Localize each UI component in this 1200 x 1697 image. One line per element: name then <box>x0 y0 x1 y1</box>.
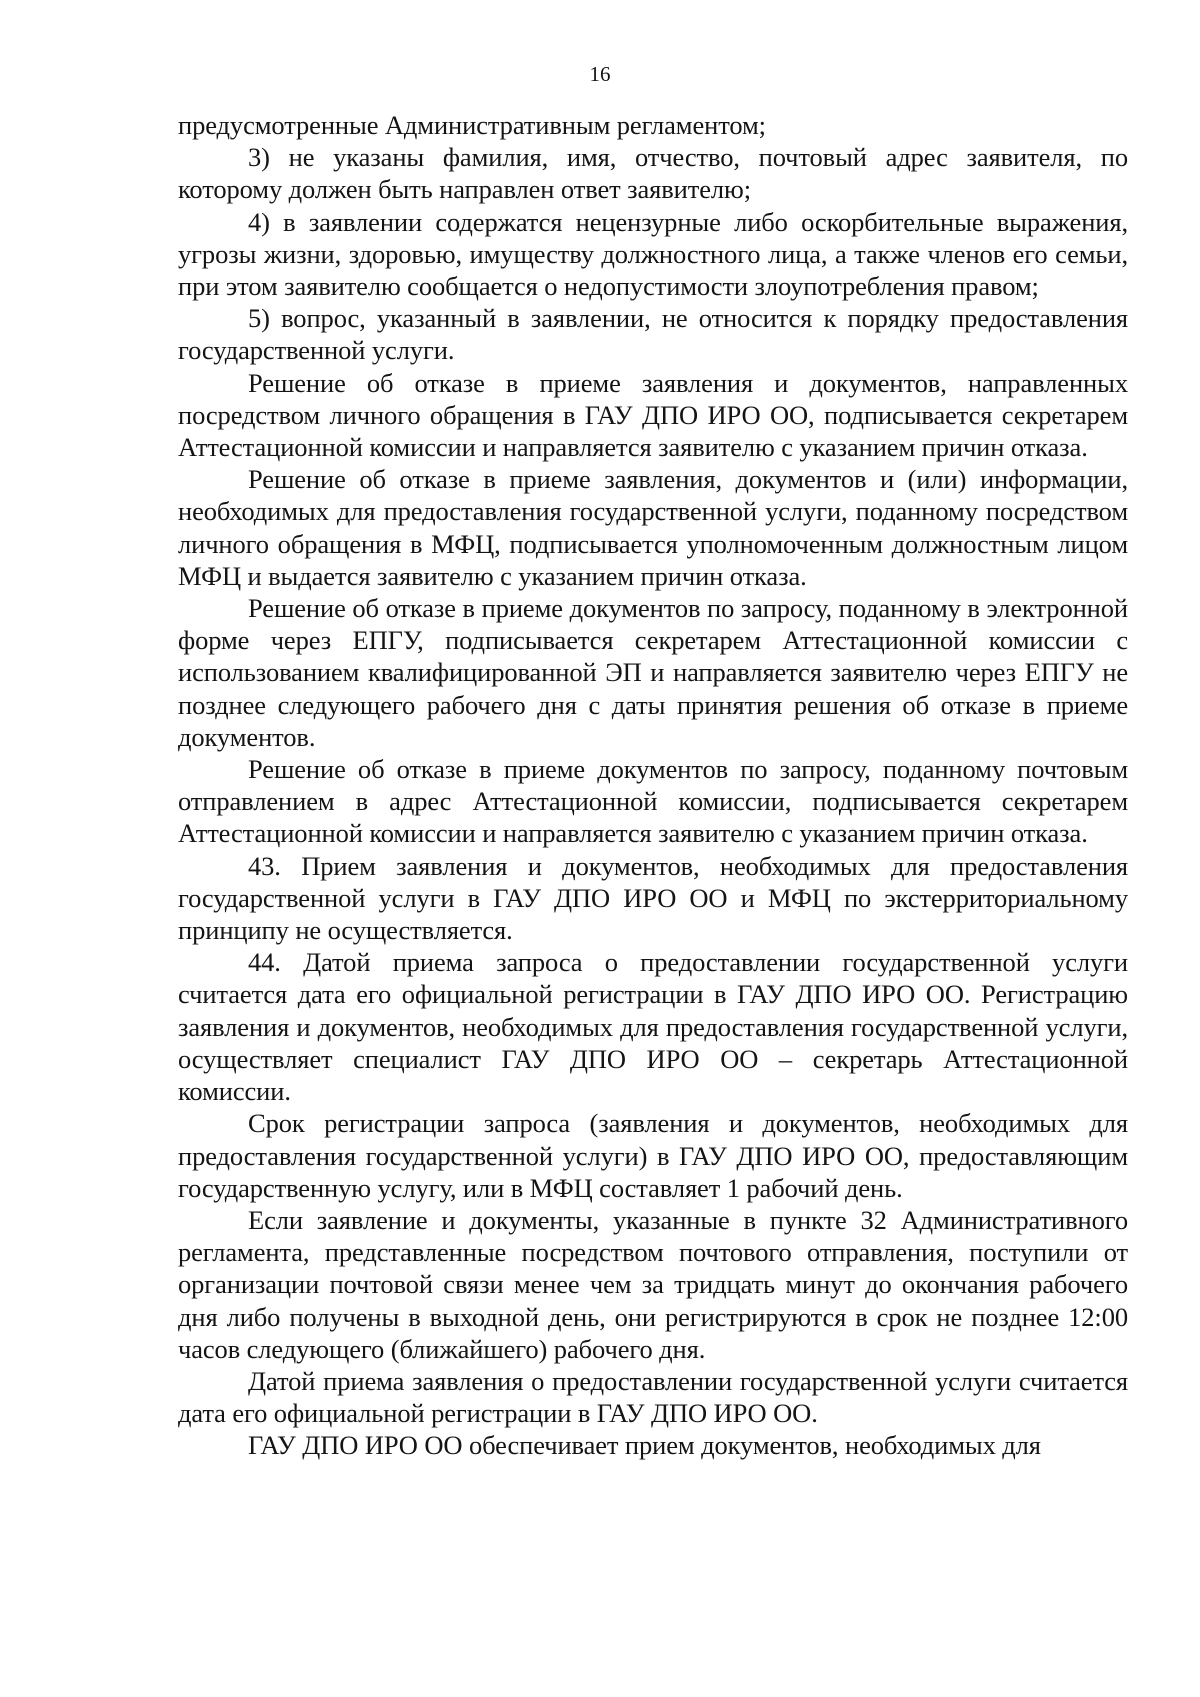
paragraph-continuation: предусмотренные Административным регламентом; <box>178 110 766 140</box>
paragraph-acceptance-date: Датой приема заявления о предоставлении государственной услуги считается дата его официальной регистрации в ГАУ ДПО ИРО ОО. <box>178 1365 1128 1429</box>
page-number: 16 <box>589 62 611 86</box>
paragraph-refusal-mfc: Решение об отказе в приеме заявления, документов и (или) информации, необходимых для предоставления государственной услуги, поданному посредством личного обращения в МФЦ, подписывается уполномоченным должностным лицом МФЦ и выдается заявителю с указанием причин отказа. <box>178 464 1128 591</box>
paragraph-trailing: ГАУ ДПО ИРО ОО обеспечивает прием документов, необходимых для <box>248 1430 1041 1461</box>
list-item-5: 5) вопрос, указанный в заявлении, не относится к порядку предоставления государственной услуги. <box>178 303 1128 366</box>
list-item-4: 4) в заявлении содержатся нецензурные либо оскорбительные выражения, угрозы жизни, здоровью, имуществу должностного лица, а также членов его семьи, при этом заявителю сообщается о недопустимости злоупотребления правом; <box>178 206 1128 302</box>
document-body <box>178 109 1128 1462</box>
clause-43: 43. Прием заявления и документов, необходимых для предоставления государственной услуги в ГАУ ДПО ИРО ОО и МФЦ по экстерриториальному принципу не осуществляется. <box>178 850 1128 946</box>
paragraph-postal-registration: Если заявление и документы, указанные в пункте 32 Административного регламента, представленные посредством почтового отправления, поступили от организации почтовой связи менее чем за тридцать минут до окончания рабочего дня либо получены в выходной день, они регистрируются в срок не позднее 12:00 часов следующего (ближайшего) рабочего дня. <box>178 1204 1128 1364</box>
list-item-3: 3) не указаны фамилия, имя, отчество, почтовый адрес заявителя, по которому должен быть направлен ответ заявителю; <box>178 142 1128 205</box>
paragraph-refusal-in-person: Решение об отказе в приеме заявления и документов, направленных посредством личного обращения в ГАУ ДПО ИРО ОО, подписывается секретарем Аттестационной комиссии и направляется заявителю с указанием причин отказа. <box>178 367 1128 463</box>
paragraph-refusal-epgu: Решение об отказе в приеме документов по запросу, поданному в электронной форме через ЕПГУ, подписывается секретарем Аттестационной комиссии с использованием квалифицированной ЭП и направляется заявителю через ЕПГУ не позднее следующего рабочего дня с даты принятия решения об отказе в приеме документов. <box>178 593 1128 752</box>
clause-44: 44. Датой приема запроса о предоставлении государственной услуги считается дата его официальной регистрации в ГАУ ДПО ИРО ОО. Регистрацию заявления и документов, необходимых для предоставления государственной услуги, осуществляет специалист ГАУ ДПО ИРО ОО – секретарь Аттестационной комиссии. <box>178 947 1128 1107</box>
paragraph-refusal-postal: Решение об отказе в приеме документов по запросу, поданному почтовым отправлением в адрес Аттестационной комиссии, подписывается секретарем Аттестационной комиссии и направляется заявителю с указанием причин отказа. <box>178 754 1128 849</box>
paragraph-registration-term: Срок регистрации запроса (заявления и документов, необходимых для предоставления государственной услуги) в ГАУ ДПО ИРО ОО, предоставляющим государственную услугу, или в МФЦ составляет 1 рабочий день. <box>178 1108 1128 1203</box>
